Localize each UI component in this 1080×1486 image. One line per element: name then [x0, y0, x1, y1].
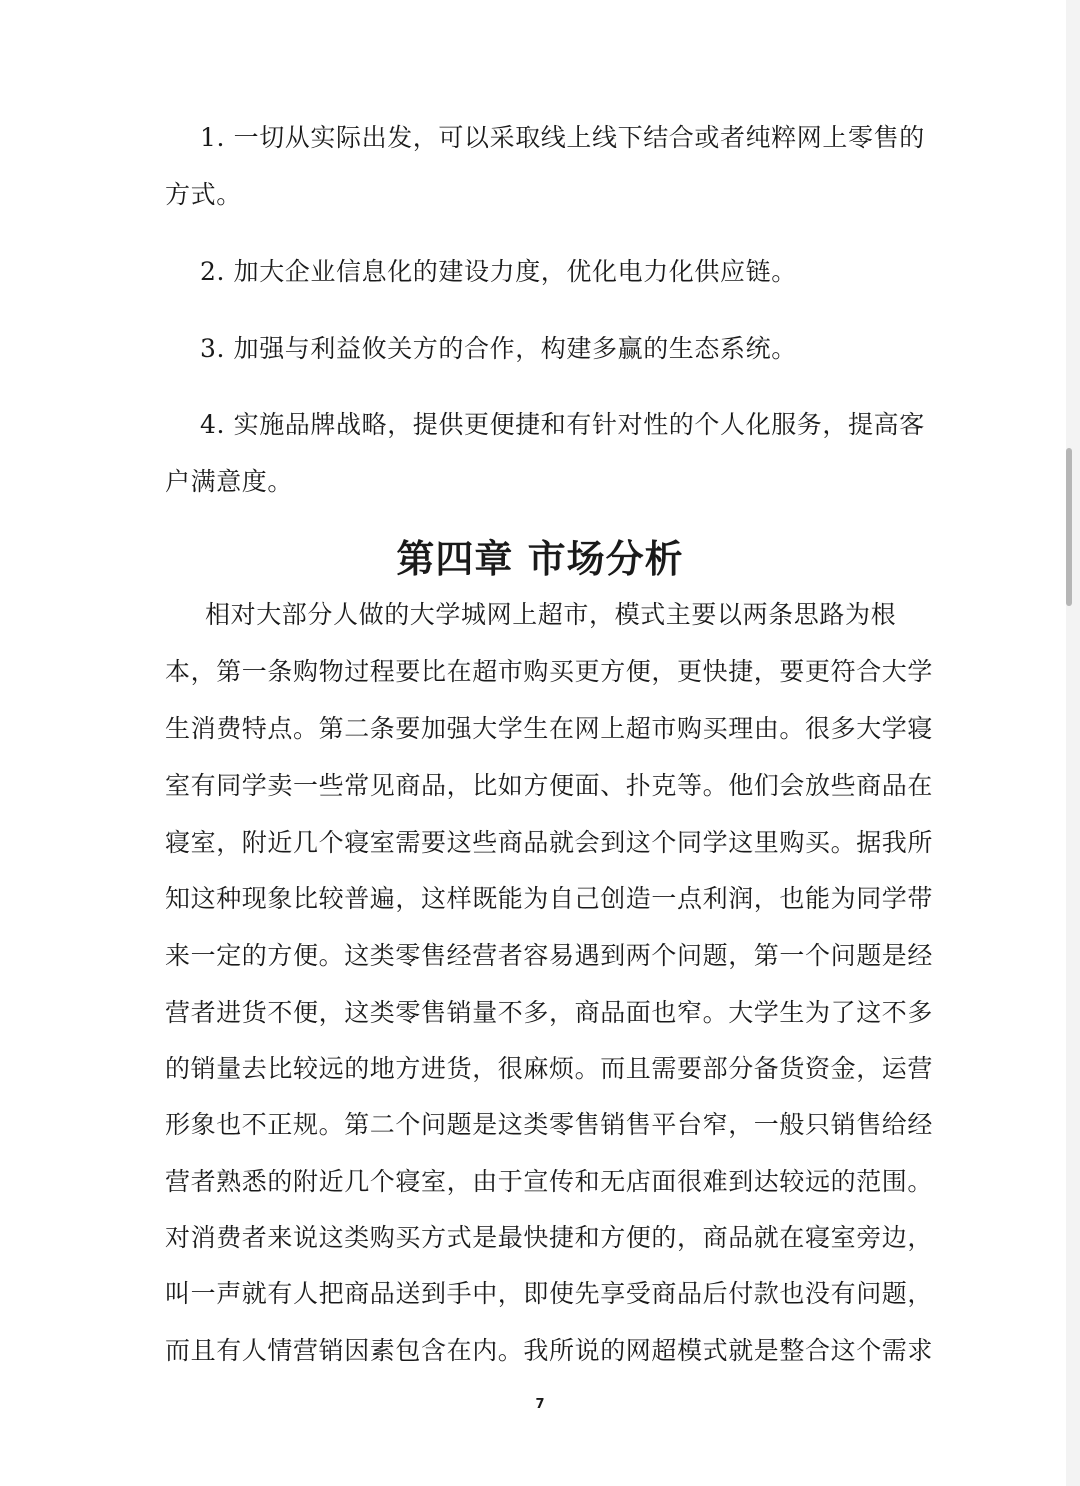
- list-item-1-line-1: 1. 一切从实际出发，可以采取线上线下结合或者纯粹网上零售的: [200, 123, 925, 152]
- body-line: 本，第一条购物过程要比在超市购买更方便，更快捷，要更符合大学: [165, 657, 934, 686]
- body-line: 营者进货不便，这类零售销量不多，商品面也窄。大学生为了这不多: [165, 998, 934, 1027]
- body-line: 生消费特点。第二条要加强大学生在网上超市购买理由。很多大学寝: [165, 714, 934, 743]
- list-item-1-line-2: 方式。: [165, 180, 242, 209]
- body-line: 相对大部分人做的大学城网上超市，模式主要以两条思路为根: [205, 600, 897, 629]
- body-line: 营者熟悉的附近几个寝室，由于宣传和无店面很难到达较远的范围。: [165, 1167, 934, 1196]
- body-line: 知这种现象比较普遍，这样既能为自己创造一点利润，也能为同学带: [165, 884, 934, 913]
- chapter-title: 第四章 市场分析: [396, 537, 684, 581]
- list-item-4-line-1: 4. 实施品牌战略，提供更便捷和有针对性的个人化服务，提高客: [200, 410, 925, 439]
- vertical-scrollbar[interactable]: [1066, 448, 1072, 606]
- body-line: 而且有人情营销因素包含在内。我所说的网超模式就是整合这个需求: [165, 1336, 934, 1365]
- body-line: 叫一声就有人把商品送到手中，即使先享受商品后付款也没有问题，: [165, 1279, 934, 1308]
- list-item-4-line-2: 户满意度。: [165, 467, 294, 496]
- list-item-2: 2. 加大企业信息化的建设力度，优化电力化供应链。: [200, 257, 797, 286]
- body-line: 室有同学卖一些常见商品，比如方便面、扑克等。他们会放些商品在: [165, 771, 934, 800]
- page-number: 7: [535, 1397, 545, 1412]
- body-line: 对消费者来说这类购买方式是最快捷和方便的，商品就在寝室旁边，: [165, 1223, 934, 1252]
- list-item-3: 3. 加强与利益攸关方的合作，构建多赢的生态系统。: [200, 334, 797, 363]
- body-line: 形象也不正规。第二个问题是这类零售销售平台窄，一般只销售给经: [165, 1110, 934, 1139]
- body-line: 来一定的方便。这类零售经营者容易遇到两个问题，第一个问题是经: [165, 941, 934, 970]
- body-line: 寝室，附近几个寝室需要这些商品就会到这个同学这里购买。据我所: [165, 828, 934, 857]
- body-line: 的销量去比较远的地方进货，很麻烦。而且需要部分备货资金，运营: [165, 1054, 934, 1083]
